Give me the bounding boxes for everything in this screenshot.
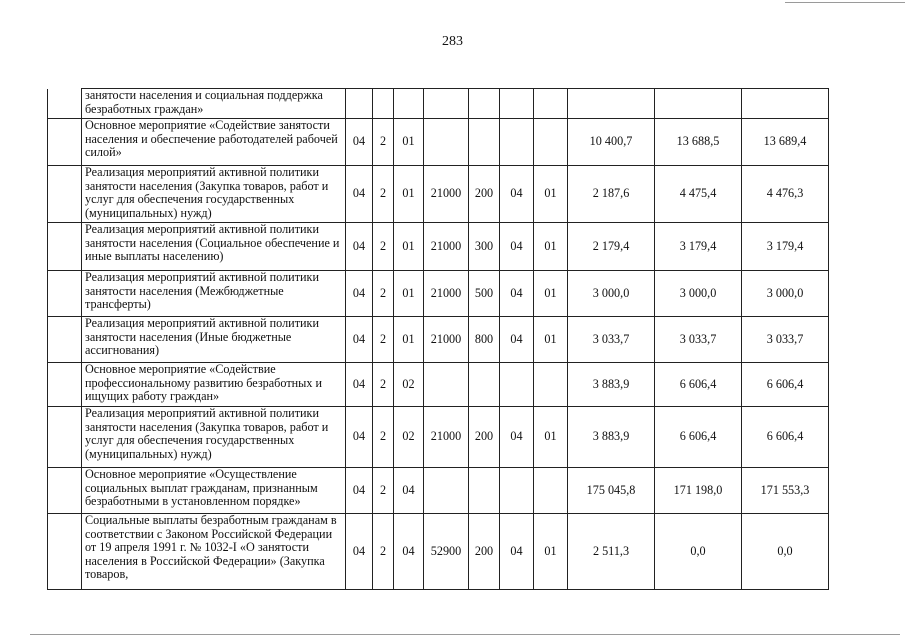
row-amount-year-2 <box>655 89 742 119</box>
row-program-code: 2 <box>373 119 394 166</box>
row-program-code: 2 <box>373 223 394 271</box>
row-chapter-code: 04 <box>346 407 373 468</box>
row-chapter-code: 04 <box>346 271 373 317</box>
row-section-code: 04 <box>500 223 534 271</box>
row-chapter-code: 04 <box>346 166 373 223</box>
row-expense-code <box>424 468 469 514</box>
row-amount-year-2: 3 179,4 <box>655 223 742 271</box>
row-name: Социальные выплаты безработным гражданам в соответствии с Законом Российской Федерации от 19 апреля 1991 г. № 1032-I «О занятости населения в Российской Федерации» (Закупка товаров, <box>82 514 346 590</box>
row-expense-type-code: 200 <box>469 514 500 590</box>
page-number: 283 <box>442 34 463 49</box>
row-chapter-code: 04 <box>346 514 373 590</box>
row-measure-code: 02 <box>394 407 424 468</box>
row-expense-code: 21000 <box>424 271 469 317</box>
row-amount-year-3: 3 033,7 <box>742 317 829 363</box>
row-expense-type-code: 300 <box>469 223 500 271</box>
row-program-code <box>373 89 394 119</box>
row-name: Основное мероприятие «Осуществление социальных выплат гражданам, признанным безработными в установленном порядке» <box>82 468 346 514</box>
row-expense-type-code: 200 <box>469 166 500 223</box>
row-measure-code: 01 <box>394 166 424 223</box>
row-amount-year-2: 3 000,0 <box>655 271 742 317</box>
row-subsection-code <box>534 89 568 119</box>
row-expense-type-code <box>469 89 500 119</box>
row-amount-year-3: 3 179,4 <box>742 223 829 271</box>
row-section-code <box>500 89 534 119</box>
row-expense-type-code: 200 <box>469 407 500 468</box>
row-section-code <box>500 363 534 407</box>
row-measure-code: 04 <box>394 468 424 514</box>
row-margin-cell <box>48 514 82 590</box>
row-name: Реализация мероприятий активной политики занятости населения (Закупка товаров, работ и услуг для обеспечения государственных (муниципальных) нужд) <box>82 407 346 468</box>
row-measure-code: 04 <box>394 514 424 590</box>
row-amount-year-2: 13 688,5 <box>655 119 742 166</box>
row-name: Реализация мероприятий активной политики занятости населения (Иные бюджетные ассигнования) <box>82 317 346 363</box>
table-row <box>48 363 829 407</box>
row-expense-code: 21000 <box>424 407 469 468</box>
row-program-code: 2 <box>373 514 394 590</box>
row-section-code: 04 <box>500 166 534 223</box>
row-name: занятости населения и социальная поддержка безработных граждан» <box>82 89 346 119</box>
row-measure-code <box>394 89 424 119</box>
row-chapter-code: 04 <box>346 363 373 407</box>
budget-table <box>47 88 829 590</box>
row-subsection-code: 01 <box>534 166 568 223</box>
row-measure-code: 01 <box>394 271 424 317</box>
row-program-code: 2 <box>373 407 394 468</box>
row-amount-year-2: 4 475,4 <box>655 166 742 223</box>
row-subsection-code <box>534 119 568 166</box>
row-amount-year-2: 6 606,4 <box>655 363 742 407</box>
row-margin-cell <box>48 166 82 223</box>
row-amount-year-1: 175 045,8 <box>568 468 655 514</box>
row-amount-year-3: 13 689,4 <box>742 119 829 166</box>
row-name: Реализация мероприятий активной политики занятости населения (Социальное обеспечение и иные выплаты населению) <box>82 223 346 271</box>
row-section-code: 04 <box>500 514 534 590</box>
bottom-edge-rule <box>30 634 900 635</box>
row-amount-year-1: 10 400,7 <box>568 119 655 166</box>
row-section-code: 04 <box>500 271 534 317</box>
table-row <box>48 271 829 317</box>
row-expense-code: 21000 <box>424 166 469 223</box>
row-amount-year-1: 3 883,9 <box>568 363 655 407</box>
row-amount-year-1: 2 511,3 <box>568 514 655 590</box>
row-program-code: 2 <box>373 166 394 223</box>
row-margin-cell <box>48 363 82 407</box>
row-amount-year-3: 3 000,0 <box>742 271 829 317</box>
row-amount-year-3: 4 476,3 <box>742 166 829 223</box>
table-row <box>48 468 829 514</box>
row-subsection-code <box>534 363 568 407</box>
row-expense-code: 21000 <box>424 317 469 363</box>
table-row <box>48 223 829 271</box>
top-edge-rule <box>785 2 905 3</box>
row-expense-type-code <box>469 468 500 514</box>
row-amount-year-1: 2 179,4 <box>568 223 655 271</box>
row-margin-cell <box>48 271 82 317</box>
row-expense-code <box>424 363 469 407</box>
row-name: Реализация мероприятий активной политики занятости населения (Закупка товаров, работ и услуг для обеспечения государственных (муниципальных) нужд) <box>82 166 346 223</box>
row-margin-cell <box>48 407 82 468</box>
row-margin-cell <box>48 317 82 363</box>
row-amount-year-1: 3 000,0 <box>568 271 655 317</box>
table-row <box>48 514 829 590</box>
row-subsection-code: 01 <box>534 317 568 363</box>
row-amount-year-3: 6 606,4 <box>742 363 829 407</box>
table-row <box>48 89 829 119</box>
row-amount-year-1: 3 883,9 <box>568 407 655 468</box>
row-program-code: 2 <box>373 317 394 363</box>
row-expense-type-code: 500 <box>469 271 500 317</box>
table-row <box>48 317 829 363</box>
row-amount-year-2: 3 033,7 <box>655 317 742 363</box>
row-measure-code: 01 <box>394 317 424 363</box>
row-chapter-code: 04 <box>346 317 373 363</box>
table-row <box>48 407 829 468</box>
row-amount-year-1 <box>568 89 655 119</box>
row-margin-cell <box>48 468 82 514</box>
row-name: Основное мероприятие «Содействие профессиональному развитию безработных и ищущих работу граждан» <box>82 363 346 407</box>
row-program-code: 2 <box>373 468 394 514</box>
row-program-code: 2 <box>373 363 394 407</box>
row-margin-cell <box>48 223 82 271</box>
row-subsection-code: 01 <box>534 514 568 590</box>
row-measure-code: 02 <box>394 363 424 407</box>
row-expense-type-code <box>469 119 500 166</box>
row-amount-year-2: 0,0 <box>655 514 742 590</box>
row-section-code: 04 <box>500 407 534 468</box>
table-row <box>48 119 829 166</box>
row-name: Реализация мероприятий активной политики занятости населения (Межбюджетные трансферты) <box>82 271 346 317</box>
row-subsection-code: 01 <box>534 271 568 317</box>
row-amount-year-2: 6 606,4 <box>655 407 742 468</box>
row-amount-year-3: 171 553,3 <box>742 468 829 514</box>
row-section-code: 04 <box>500 317 534 363</box>
row-expense-code <box>424 89 469 119</box>
row-subsection-code: 01 <box>534 407 568 468</box>
row-section-code <box>500 468 534 514</box>
row-subsection-code <box>534 468 568 514</box>
row-subsection-code: 01 <box>534 223 568 271</box>
row-chapter-code: 04 <box>346 468 373 514</box>
row-amount-year-2: 171 198,0 <box>655 468 742 514</box>
row-program-code: 2 <box>373 271 394 317</box>
row-name: Основное мероприятие «Содействие занятости населения и обеспечение работодателей рабочей силой» <box>82 119 346 166</box>
row-expense-code <box>424 119 469 166</box>
row-amount-year-3: 6 606,4 <box>742 407 829 468</box>
row-chapter-code <box>346 89 373 119</box>
row-amount-year-1: 2 187,6 <box>568 166 655 223</box>
budget-table-body <box>48 89 829 590</box>
row-expense-type-code: 800 <box>469 317 500 363</box>
row-measure-code: 01 <box>394 223 424 271</box>
row-margin-cell <box>48 119 82 166</box>
row-margin-cell <box>48 89 82 119</box>
row-amount-year-3 <box>742 89 829 119</box>
row-chapter-code: 04 <box>346 119 373 166</box>
row-expense-type-code <box>469 363 500 407</box>
row-section-code <box>500 119 534 166</box>
row-expense-code: 21000 <box>424 223 469 271</box>
table-row <box>48 166 829 223</box>
row-amount-year-3: 0,0 <box>742 514 829 590</box>
row-measure-code: 01 <box>394 119 424 166</box>
row-expense-code: 52900 <box>424 514 469 590</box>
row-amount-year-1: 3 033,7 <box>568 317 655 363</box>
row-chapter-code: 04 <box>346 223 373 271</box>
